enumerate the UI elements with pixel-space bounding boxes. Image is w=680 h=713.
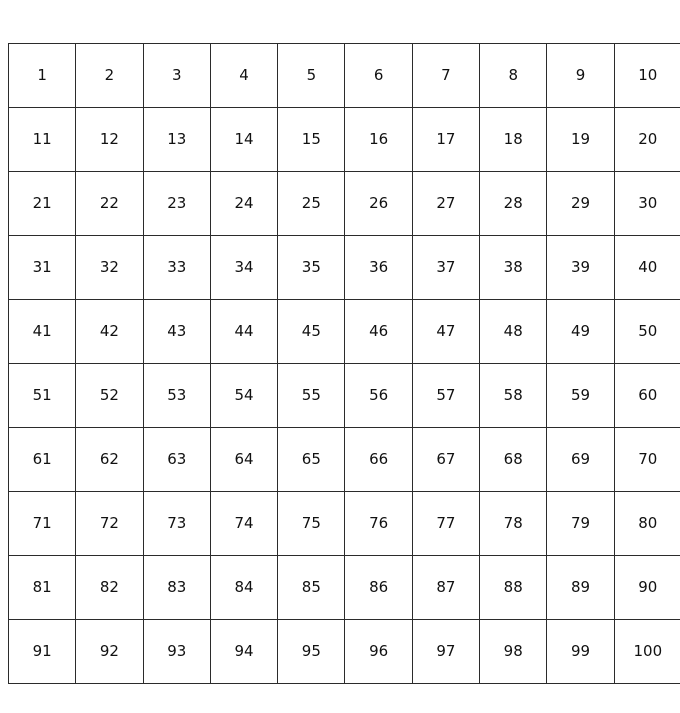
grid-cell: 83 [143, 556, 210, 620]
grid-cell: 1 [9, 44, 76, 108]
grid-cell: 36 [345, 236, 412, 300]
grid-cell: 14 [210, 108, 277, 172]
grid-cell: 69 [547, 428, 614, 492]
table-row [9, 108, 680, 172]
grid-cell: 20 [614, 108, 680, 172]
table-row [9, 620, 680, 684]
grid-cell: 25 [278, 172, 345, 236]
table-row [9, 172, 680, 236]
grid-cell: 91 [9, 620, 76, 684]
table-row [9, 44, 680, 108]
grid-cell: 24 [210, 172, 277, 236]
grid-cell: 30 [614, 172, 680, 236]
grid-cell: 66 [345, 428, 412, 492]
grid-cell: 16 [345, 108, 412, 172]
grid-cell: 45 [278, 300, 345, 364]
grid-cell: 80 [614, 492, 680, 556]
grid-cell: 29 [547, 172, 614, 236]
grid-cell: 31 [9, 236, 76, 300]
grid-cell: 38 [480, 236, 547, 300]
grid-cell: 21 [9, 172, 76, 236]
grid-cell: 98 [480, 620, 547, 684]
grid-cell: 49 [547, 300, 614, 364]
grid-cell: 52 [76, 364, 143, 428]
grid-cell: 99 [547, 620, 614, 684]
grid-cell: 94 [210, 620, 277, 684]
grid-cell: 85 [278, 556, 345, 620]
grid-cell: 71 [9, 492, 76, 556]
number-grid-body [9, 44, 680, 684]
grid-cell: 63 [143, 428, 210, 492]
grid-cell: 40 [614, 236, 680, 300]
grid-cell: 6 [345, 44, 412, 108]
grid-cell: 87 [412, 556, 479, 620]
grid-cell: 27 [412, 172, 479, 236]
grid-cell: 82 [76, 556, 143, 620]
grid-cell: 51 [9, 364, 76, 428]
grid-cell: 88 [480, 556, 547, 620]
grid-cell: 64 [210, 428, 277, 492]
grid-cell: 67 [412, 428, 479, 492]
grid-cell: 44 [210, 300, 277, 364]
grid-cell: 15 [278, 108, 345, 172]
grid-cell: 23 [143, 172, 210, 236]
grid-cell: 26 [345, 172, 412, 236]
grid-cell: 93 [143, 620, 210, 684]
grid-cell: 58 [480, 364, 547, 428]
grid-cell: 77 [412, 492, 479, 556]
grid-cell: 46 [345, 300, 412, 364]
grid-cell: 2 [76, 44, 143, 108]
table-row [9, 556, 680, 620]
grid-cell: 39 [547, 236, 614, 300]
grid-cell: 72 [76, 492, 143, 556]
grid-cell: 34 [210, 236, 277, 300]
number-grid [8, 43, 680, 684]
grid-cell: 79 [547, 492, 614, 556]
grid-cell: 73 [143, 492, 210, 556]
grid-cell: 89 [547, 556, 614, 620]
grid-cell: 100 [614, 620, 680, 684]
grid-cell: 37 [412, 236, 479, 300]
grid-cell: 74 [210, 492, 277, 556]
grid-cell: 48 [480, 300, 547, 364]
grid-cell: 5 [278, 44, 345, 108]
grid-cell: 17 [412, 108, 479, 172]
grid-cell: 28 [480, 172, 547, 236]
grid-cell: 86 [345, 556, 412, 620]
grid-cell: 54 [210, 364, 277, 428]
grid-cell: 8 [480, 44, 547, 108]
grid-cell: 56 [345, 364, 412, 428]
grid-cell: 4 [210, 44, 277, 108]
grid-cell: 10 [614, 44, 680, 108]
grid-cell: 50 [614, 300, 680, 364]
grid-cell: 7 [412, 44, 479, 108]
table-row [9, 236, 680, 300]
grid-cell: 41 [9, 300, 76, 364]
grid-cell: 13 [143, 108, 210, 172]
grid-cell: 35 [278, 236, 345, 300]
grid-cell: 60 [614, 364, 680, 428]
number-grid-container [8, 43, 671, 673]
grid-cell: 62 [76, 428, 143, 492]
grid-cell: 22 [76, 172, 143, 236]
grid-cell: 11 [9, 108, 76, 172]
grid-cell: 61 [9, 428, 76, 492]
grid-cell: 68 [480, 428, 547, 492]
grid-cell: 18 [480, 108, 547, 172]
grid-cell: 76 [345, 492, 412, 556]
grid-cell: 81 [9, 556, 76, 620]
grid-cell: 59 [547, 364, 614, 428]
grid-cell: 78 [480, 492, 547, 556]
grid-cell: 55 [278, 364, 345, 428]
grid-cell: 42 [76, 300, 143, 364]
grid-cell: 33 [143, 236, 210, 300]
grid-cell: 97 [412, 620, 479, 684]
grid-cell: 12 [76, 108, 143, 172]
grid-cell: 75 [278, 492, 345, 556]
grid-cell: 3 [143, 44, 210, 108]
grid-cell: 32 [76, 236, 143, 300]
grid-cell: 43 [143, 300, 210, 364]
grid-cell: 95 [278, 620, 345, 684]
table-row [9, 428, 680, 492]
table-row [9, 364, 680, 428]
grid-cell: 65 [278, 428, 345, 492]
grid-cell: 96 [345, 620, 412, 684]
table-row [9, 492, 680, 556]
table-row [9, 300, 680, 364]
grid-cell: 84 [210, 556, 277, 620]
grid-cell: 70 [614, 428, 680, 492]
grid-cell: 53 [143, 364, 210, 428]
grid-cell: 92 [76, 620, 143, 684]
grid-cell: 90 [614, 556, 680, 620]
grid-cell: 19 [547, 108, 614, 172]
grid-cell: 57 [412, 364, 479, 428]
grid-cell: 47 [412, 300, 479, 364]
grid-cell: 9 [547, 44, 614, 108]
